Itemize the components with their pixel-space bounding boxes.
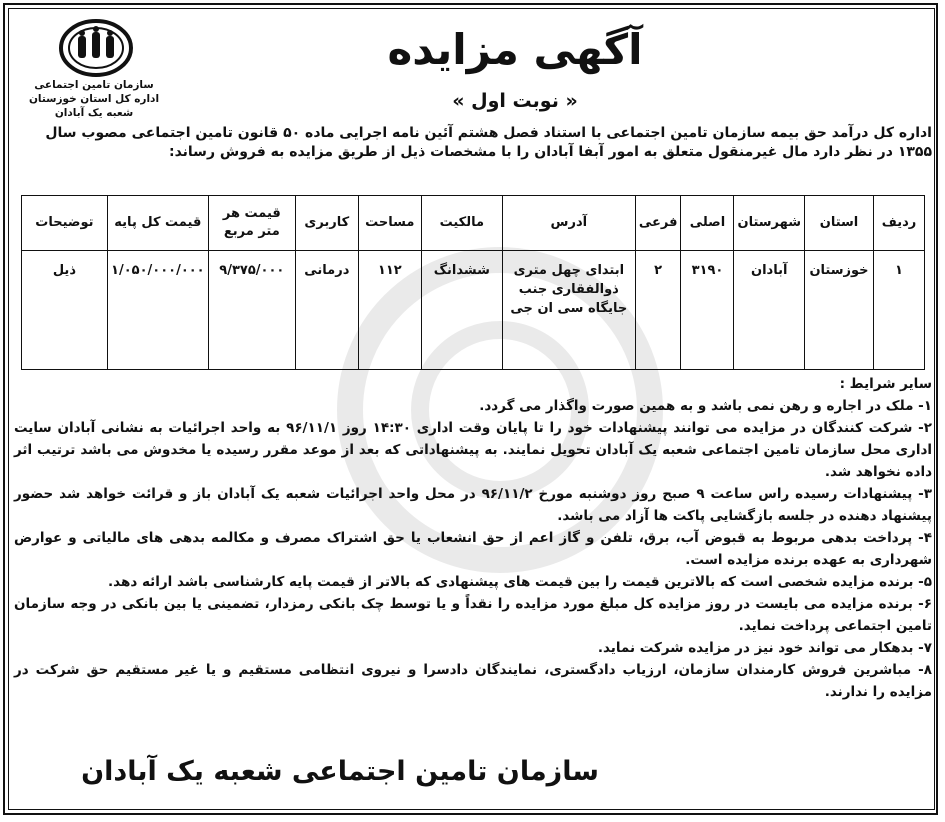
- org-line: اداره کل استان خوزستان: [28, 93, 160, 105]
- terms-heading: سایر شرایط :: [839, 376, 932, 392]
- col-area: مساحت: [358, 196, 421, 251]
- cell-province: خوزستان: [805, 251, 874, 370]
- col-row-number: ردیف: [874, 196, 925, 251]
- table-row: [22, 251, 925, 370]
- term-item: ۲- شرکت کنندگان در مزایده می توانند پیشنهادات خود را تا پایان وقت اداری ۱۴:۳۰ روز ۹۶/۱۱/۱ به واحد اجرائیات به نشانی آبادان سایت اداری محل سازمان تامین اجتماعی شعبه یک آبادان تحویل نمایند. به پیشنهاداتی که بعد از موعد مقرر رسیده یا مخدوش می باشد ترتیب اثر داده نخواهد شد.: [14, 420, 932, 480]
- org-line: سازمان تامین اجتماعی: [34, 79, 154, 91]
- col-address: آدرس: [502, 196, 635, 251]
- col-ownership: مالکیت: [421, 196, 502, 251]
- notice-round: « نوبت اول »: [452, 90, 578, 112]
- col-sub-plate: فرعی: [635, 196, 681, 251]
- cell-usage: درمانی: [295, 251, 358, 370]
- intro-paragraph: اداره کل درآمد حق بیمه سازمان تامین اجتماعی با استناد فصل هشتم آئین نامه اجرایی ماده ۵۰ قانون تامین اجتماعی مصوب سال ۱۳۵۵ در نظر دارد مال غیرمنقول متعلق به امور آبفا آبادان را با مشخصات ذیل از طریق مزایده به فروش رساند:: [45, 125, 932, 160]
- term-item: ۴- پرداخت بدهی مربوط به قبوض آب، برق، تلفن و گاز اعم از حق انشعاب یا حق اشتراک مصرف و مکالمه بدهی های مالیاتی و عوارض شهرداری به عهده برنده مزایده است.: [14, 530, 932, 568]
- term-item: ۵- برنده مزایده شخصی است که بالاترین قیمت را بین قیمت های پیشنهادی که بالاتر از قیمت پایه کارشناسی باشد ارائه دهد.: [108, 574, 932, 590]
- term-item: ۷- بدهکار می تواند خود نیز در مزایده شرکت نماید.: [597, 640, 932, 656]
- terms-section: [14, 373, 932, 703]
- term-item: ۳- پیشنهادات رسیده راس ساعت ۹ صبح روز دوشنبه مورخ ۹۶/۱۱/۲ در محل واحد اجرائیات شعبه یک آبادان باز و قرائت خواهد شد حضور پیشنهاد دهنده در جلسه بازگشایی پاکت ها آزاد می باشد.: [14, 486, 932, 524]
- cell-ownership: ششدانگ: [421, 251, 502, 370]
- cell-main-plate: ۳۱۹۰: [681, 251, 734, 370]
- table-header-row: [22, 196, 925, 251]
- term-item: ۱- ملک در اجاره و رهن نمی باشد و به همین صورت واگذار می گردد.: [479, 398, 932, 414]
- org-line: شعبه یک آبادان: [54, 107, 134, 119]
- col-total-price: قیمت کل پایه: [107, 196, 208, 251]
- cell-area: ۱۱۲: [358, 251, 421, 370]
- cell-address: ابتدای چهل متری ذوالفقاری جنب جایگاه سی ان جی: [502, 251, 635, 370]
- property-table: [21, 195, 925, 370]
- term-item: ۶- برنده مزایده می بایست در روز مزایده کل مبلغ مورد مزایده را نقداً و یا توسط چک بانکی رمزدار، تضمینی یا بین بانکی در وجه سازمان تامین اجتماعی پرداخت نماید.: [14, 596, 932, 634]
- organization-name: [14, 78, 174, 120]
- col-usage: کاربری: [295, 196, 358, 251]
- term-item: ۸- مباشرین فروش کارمندان سازمان، ارزیاب دادگستری، نمایندگان دادسرا و نیروی انتظامی مستقیم و یا غیر مستقیم حق شرکت در مزایده را ندارند.: [14, 662, 932, 700]
- cell-sub-plate: ۲: [635, 251, 681, 370]
- cell-price-per-sqm: ۹/۳۷۵/۰۰۰: [208, 251, 295, 370]
- col-price-per-sqm: قیمت هر متر مربع: [208, 196, 295, 251]
- col-main-plate: اصلی: [681, 196, 734, 251]
- notice-title: آگهی مزایده: [387, 25, 643, 74]
- col-notes: توضیحات: [22, 196, 108, 251]
- col-province: استان: [805, 196, 874, 251]
- cell-city: آبادان: [734, 251, 805, 370]
- cell-notes: ذیل: [22, 251, 108, 370]
- social-security-logo: [58, 18, 134, 78]
- footer-signature: سازمان تامین اجتماعی شعبه یک آبادان: [81, 756, 599, 787]
- col-city: شهرستان: [734, 196, 805, 251]
- cell-row-number: ۱: [874, 251, 925, 370]
- cell-total-price: ۱/۰۵۰/۰۰۰/۰۰۰: [107, 251, 208, 370]
